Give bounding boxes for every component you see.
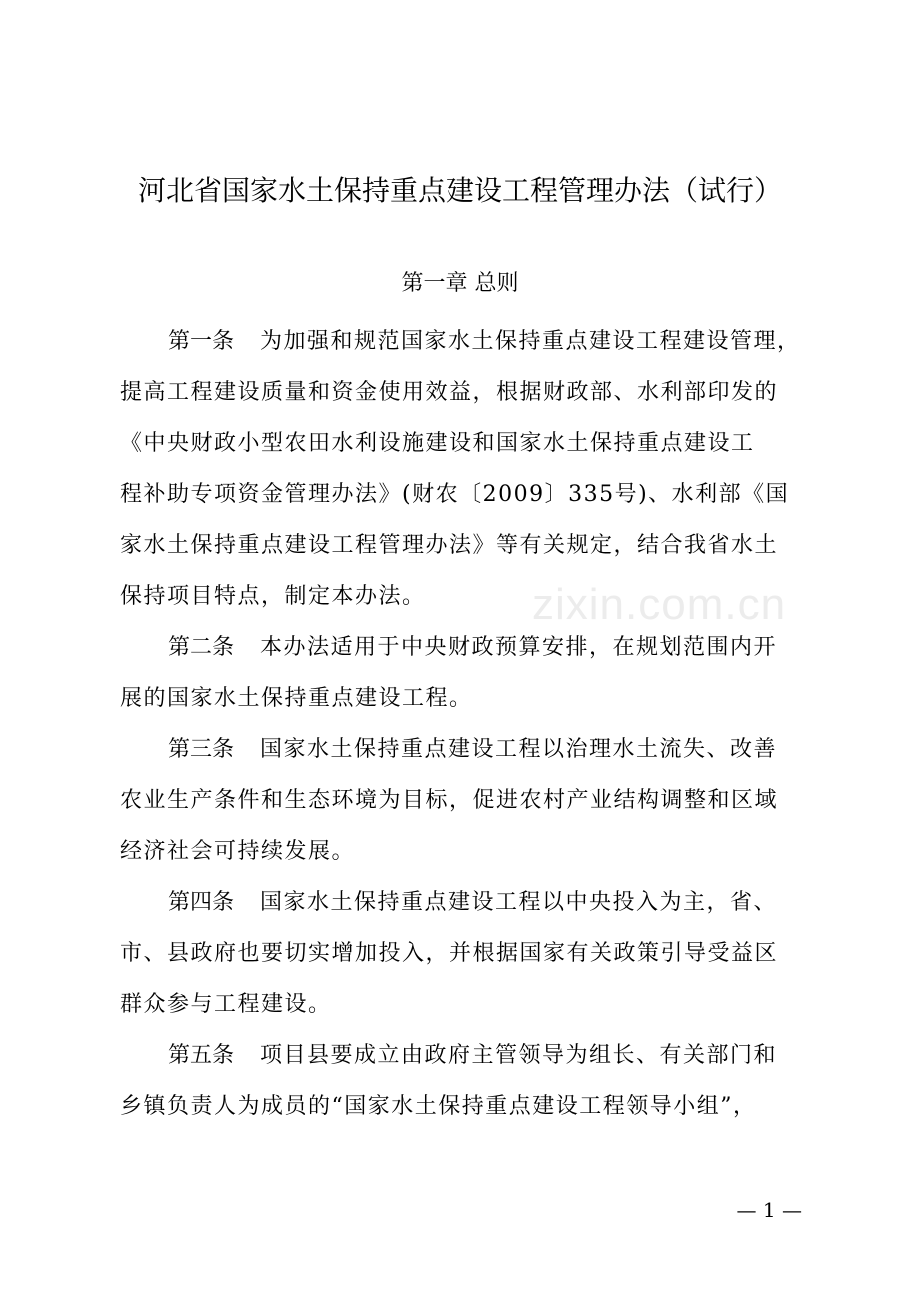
article-label: 第一条 [168, 329, 235, 354]
article-label: 第二条 [168, 635, 235, 660]
article-line: 保持项目特点，制定本办法。 [120, 584, 426, 609]
article-line: 《中央财政小型农田水利设施建设和国家水土保持重点建设工 [120, 431, 755, 456]
article-label: 第四条 [168, 890, 235, 915]
article-line: 展的国家水土保持重点建设工程。 [120, 686, 473, 711]
article-text: 本办法适用于中央财政预算安排，在规划范围内开 [260, 635, 778, 660]
article-text: 为加强和规范国家水土保持重点建设工程建设管理， [260, 329, 801, 354]
document-title: 河北省国家水土保持重点建设工程管理办法（试行） [137, 174, 782, 207]
article-text: 项目县要成立由政府主管领导为组长、有关部门和 [260, 1043, 778, 1068]
article-line [120, 1030, 810, 1081]
article-line [120, 877, 810, 928]
chapter-heading: 第一章 总则 [401, 271, 519, 296]
article-label: 第三条 [168, 737, 235, 762]
article-2 [120, 622, 810, 724]
article-3 [120, 724, 810, 877]
article-5 [120, 1030, 810, 1132]
article-line: 市、县政府也要切实增加投入，并根据国家有关政策引导受益区 [120, 941, 779, 966]
article-list [120, 316, 810, 1132]
article-1 [120, 316, 810, 622]
page-number: — 1 — [736, 1198, 802, 1222]
article-line: 乡镇负责人为成员的“国家水土保持重点建设工程领导小组”， [120, 1094, 757, 1119]
article-line: 经济社会可持续发展。 [120, 839, 356, 864]
article-4 [120, 877, 810, 1030]
article-line: 提高工程建设质量和资金使用效益，根据财政部、水利部印发的 [120, 380, 779, 405]
article-line: 家水土保持重点建设工程管理办法》等有关规定，结合我省水土 [120, 533, 779, 558]
article-line [120, 316, 810, 367]
article-label: 第五条 [168, 1043, 235, 1068]
article-line [120, 724, 810, 775]
article-line [120, 622, 810, 673]
article-text: 国家水土保持重点建设工程以中央投入为主，省、 [260, 890, 778, 915]
watermark: zixin.com.cn [532, 580, 787, 629]
article-line: 程补助专项资金管理办法》(财农〔2009〕335号)、水利部《国 [120, 482, 790, 507]
article-line: 农业生产条件和生态环境为目标，促进农村产业结构调整和区域 [120, 788, 779, 813]
article-line: 群众参与工程建设。 [120, 992, 332, 1017]
article-text: 国家水土保持重点建设工程以治理水土流失、改善 [260, 737, 778, 762]
